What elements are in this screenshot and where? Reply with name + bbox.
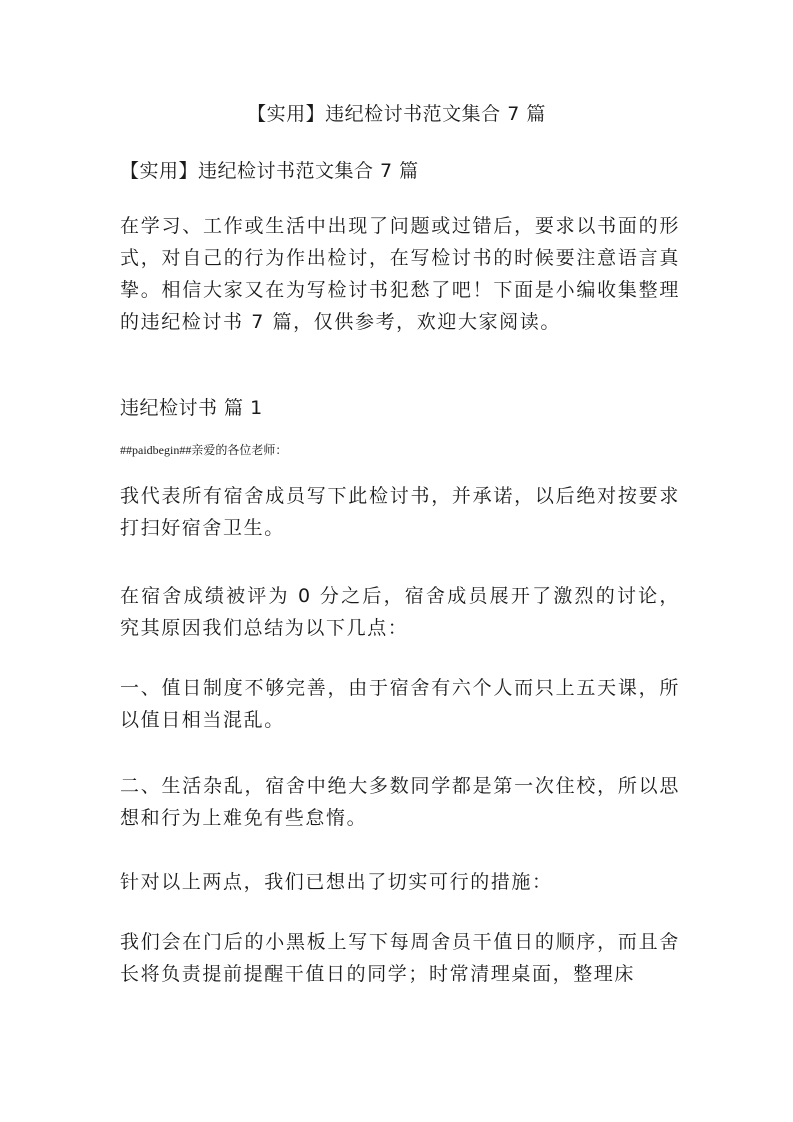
body-paragraph: 在宿舍成绩被评为 0 分之后，宿舍成员展开了激烈的讨论，究其原因我们总结为以下几点： (120, 585, 680, 639)
salutation-line: ##paidbegin##亲爱的各位老师： (120, 443, 288, 457)
body-paragraph: 我代表所有宿舍成员写下此检讨书，并承诺，以后绝对按要求打扫好宿舍卫生。 (120, 485, 680, 539)
section-heading: 违纪检讨书 篇 1 (120, 397, 263, 419)
body-paragraph: 二、生活杂乱，宿舍中绝大多数同学都是第一次住校，所以思想和行为上难免有些怠惰。 (120, 775, 680, 829)
document-subtitle: 【实用】违纪检讨书范文集合 7 篇 (120, 160, 419, 182)
body-paragraph: 一、值日制度不够完善，由于宿舍有六个人而只上五天课，所以值日相当混乱。 (120, 677, 680, 731)
document-title: 【实用】违纪检讨书范文集合 7 篇 (247, 103, 546, 125)
body-paragraph: 我们会在门后的小黑板上写下每周舍员干值日的顺序，而且舍长将负责提前提醒干值日的同学；时常清理桌面，整理床 (120, 931, 680, 985)
body-paragraph: 针对以上两点，我们已想出了切实可行的措施： (120, 871, 553, 893)
intro-paragraph: 在学习、工作或生活中出现了问题或过错后，要求以书面的形式，对自己的行为作出检讨，在写检讨书的时候要注意语言真挚。相信大家又在为写检讨书犯愁了吧！下面是小编收集整理的违纪检讨书 7 篇，仅供参考，欢迎大家阅读。 (120, 215, 680, 333)
